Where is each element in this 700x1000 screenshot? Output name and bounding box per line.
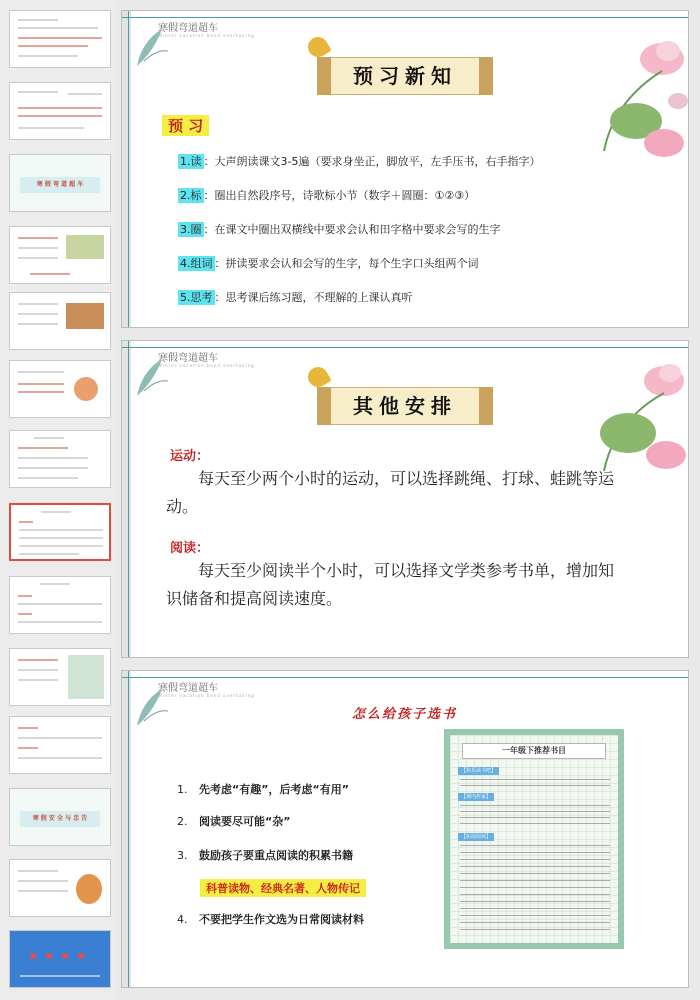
booklist-section: 【课内作家】 <box>458 793 494 801</box>
task-text: ：思考课后练习题，不理解的上课认真听 <box>214 291 413 304</box>
preview-heading: 预 习 <box>162 115 209 136</box>
reading-text: 每天至少阅读半个小时，可以选择文学类参考书单，增加知识储备和提高阅读速度。 <box>166 561 615 608</box>
slide-title: 怎么给孩子选书 <box>352 707 458 722</box>
booklist-section: 【快乐读书吧】 <box>458 767 499 775</box>
tip-text: 阅读要尽可能“杂” <box>199 815 291 828</box>
brand-title: 寒假弯道超车 <box>158 353 218 364</box>
slide-preview-1[interactable] <box>121 10 689 328</box>
tip-text: 鼓励孩子要重点阅读的积累书籍 <box>199 849 353 862</box>
tip-number: 4. <box>177 913 188 926</box>
tip-item <box>177 781 349 797</box>
tip-item <box>177 847 353 863</box>
section-title: 其他安排 <box>353 394 457 418</box>
book-type-highlight: 科普读物、经典名著、人物传记 <box>200 879 366 897</box>
task-text: ：在课文中圈出双横线中要求会认和田字格中要求会写的生字 <box>203 223 501 236</box>
tip-item <box>177 813 290 829</box>
slide-thumbnail[interactable] <box>9 648 111 706</box>
task-text: ：大声朗读课文3-5遍（要求身坐正，脚放平，左手压书，右手指字） <box>203 155 541 168</box>
sport-heading: 运动： <box>170 449 210 464</box>
brand-subtitle: Winter vacation bend overtaking <box>158 33 255 38</box>
task-mark <box>178 187 475 203</box>
task-key: 4.组词 <box>180 257 213 270</box>
task-key: 2.标 <box>180 189 202 202</box>
slide-thumbnail[interactable]: 寒 假 安 全 与 忠 告 <box>9 788 111 846</box>
slide-thumbnail[interactable]: 寒 假 弯 道 超 车 <box>9 154 111 212</box>
slide-edge <box>122 671 131 987</box>
reading-heading: 阅读： <box>170 541 210 556</box>
slide-thumbnail[interactable] <box>9 226 111 284</box>
slide-thumbnail[interactable] <box>9 360 111 418</box>
task-words <box>178 255 479 271</box>
task-think <box>178 289 413 305</box>
section-title: 预习新知 <box>353 64 457 88</box>
brand-title: 寒假弯道超车 <box>158 683 218 694</box>
task-text: ：拼读要求会认和会写的生字，每个生字口头组两个词 <box>214 257 479 270</box>
booklist-section: 【拓展阅读】 <box>458 833 494 841</box>
section-banner <box>330 57 480 95</box>
booklist-paper <box>450 735 618 943</box>
slide-frame-line <box>128 11 129 327</box>
slide-thumbnail[interactable] <box>9 859 111 917</box>
slide-thumbnail[interactable] <box>9 10 111 68</box>
slide-preview-3[interactable] <box>121 670 689 988</box>
tip-number: 1. <box>177 783 188 796</box>
slide-edge <box>122 11 131 327</box>
tip-text: 不要把学生作文选为日常阅读材料 <box>199 913 364 926</box>
task-circle <box>178 221 501 237</box>
tip-item <box>177 911 364 927</box>
slide-thumbnail[interactable] <box>9 576 111 634</box>
brand-title: 寒假弯道超车 <box>158 23 218 34</box>
slide-edge <box>122 341 131 657</box>
slide-frame-line <box>128 341 129 657</box>
brand-subtitle: Winter vacation bend overtaking <box>158 363 255 368</box>
slide-frame-line <box>122 17 688 18</box>
tip-number: 2. <box>177 815 188 828</box>
task-key: 3.圈 <box>180 223 202 236</box>
slide-preview-2[interactable] <box>121 340 689 658</box>
slide-thumbnail[interactable] <box>9 82 111 140</box>
sport-text: 每天至少两个小时的运动，可以选择跳绳、打球、蛙跳等运动。 <box>166 469 615 516</box>
slide-thumbnail[interactable] <box>9 430 111 488</box>
tip-number: 3. <box>177 849 188 862</box>
tip-text: 先考虑“有趣”，后考虑“有用” <box>199 783 349 796</box>
slide-thumbnail[interactable] <box>9 292 111 350</box>
slide-thumbnail-active[interactable] <box>9 503 111 561</box>
booklist-title: 一年级下推荐书目 <box>462 743 606 759</box>
section-banner <box>330 387 480 425</box>
slide-frame-line <box>122 347 688 348</box>
task-text: ：圈出自然段序号，诗歌标小节（数字＋圆圈：①②③） <box>203 189 476 202</box>
slide-thumbnail[interactable] <box>9 716 111 774</box>
slide-frame-line <box>128 671 129 987</box>
task-key: 1.读 <box>180 155 202 168</box>
brand-subtitle: Winter vacation bend overtaking <box>158 693 255 698</box>
slide-frame-line <box>122 677 688 678</box>
lotus-flower-icon <box>584 351 688 481</box>
booklist-image <box>444 729 624 949</box>
lotus-flower-icon <box>584 31 688 161</box>
task-key: 5.思考 <box>180 291 213 304</box>
slide-thumbnail[interactable] <box>9 930 111 988</box>
task-read <box>178 153 540 169</box>
slide-thumbnail-panel[interactable] <box>0 0 116 1000</box>
